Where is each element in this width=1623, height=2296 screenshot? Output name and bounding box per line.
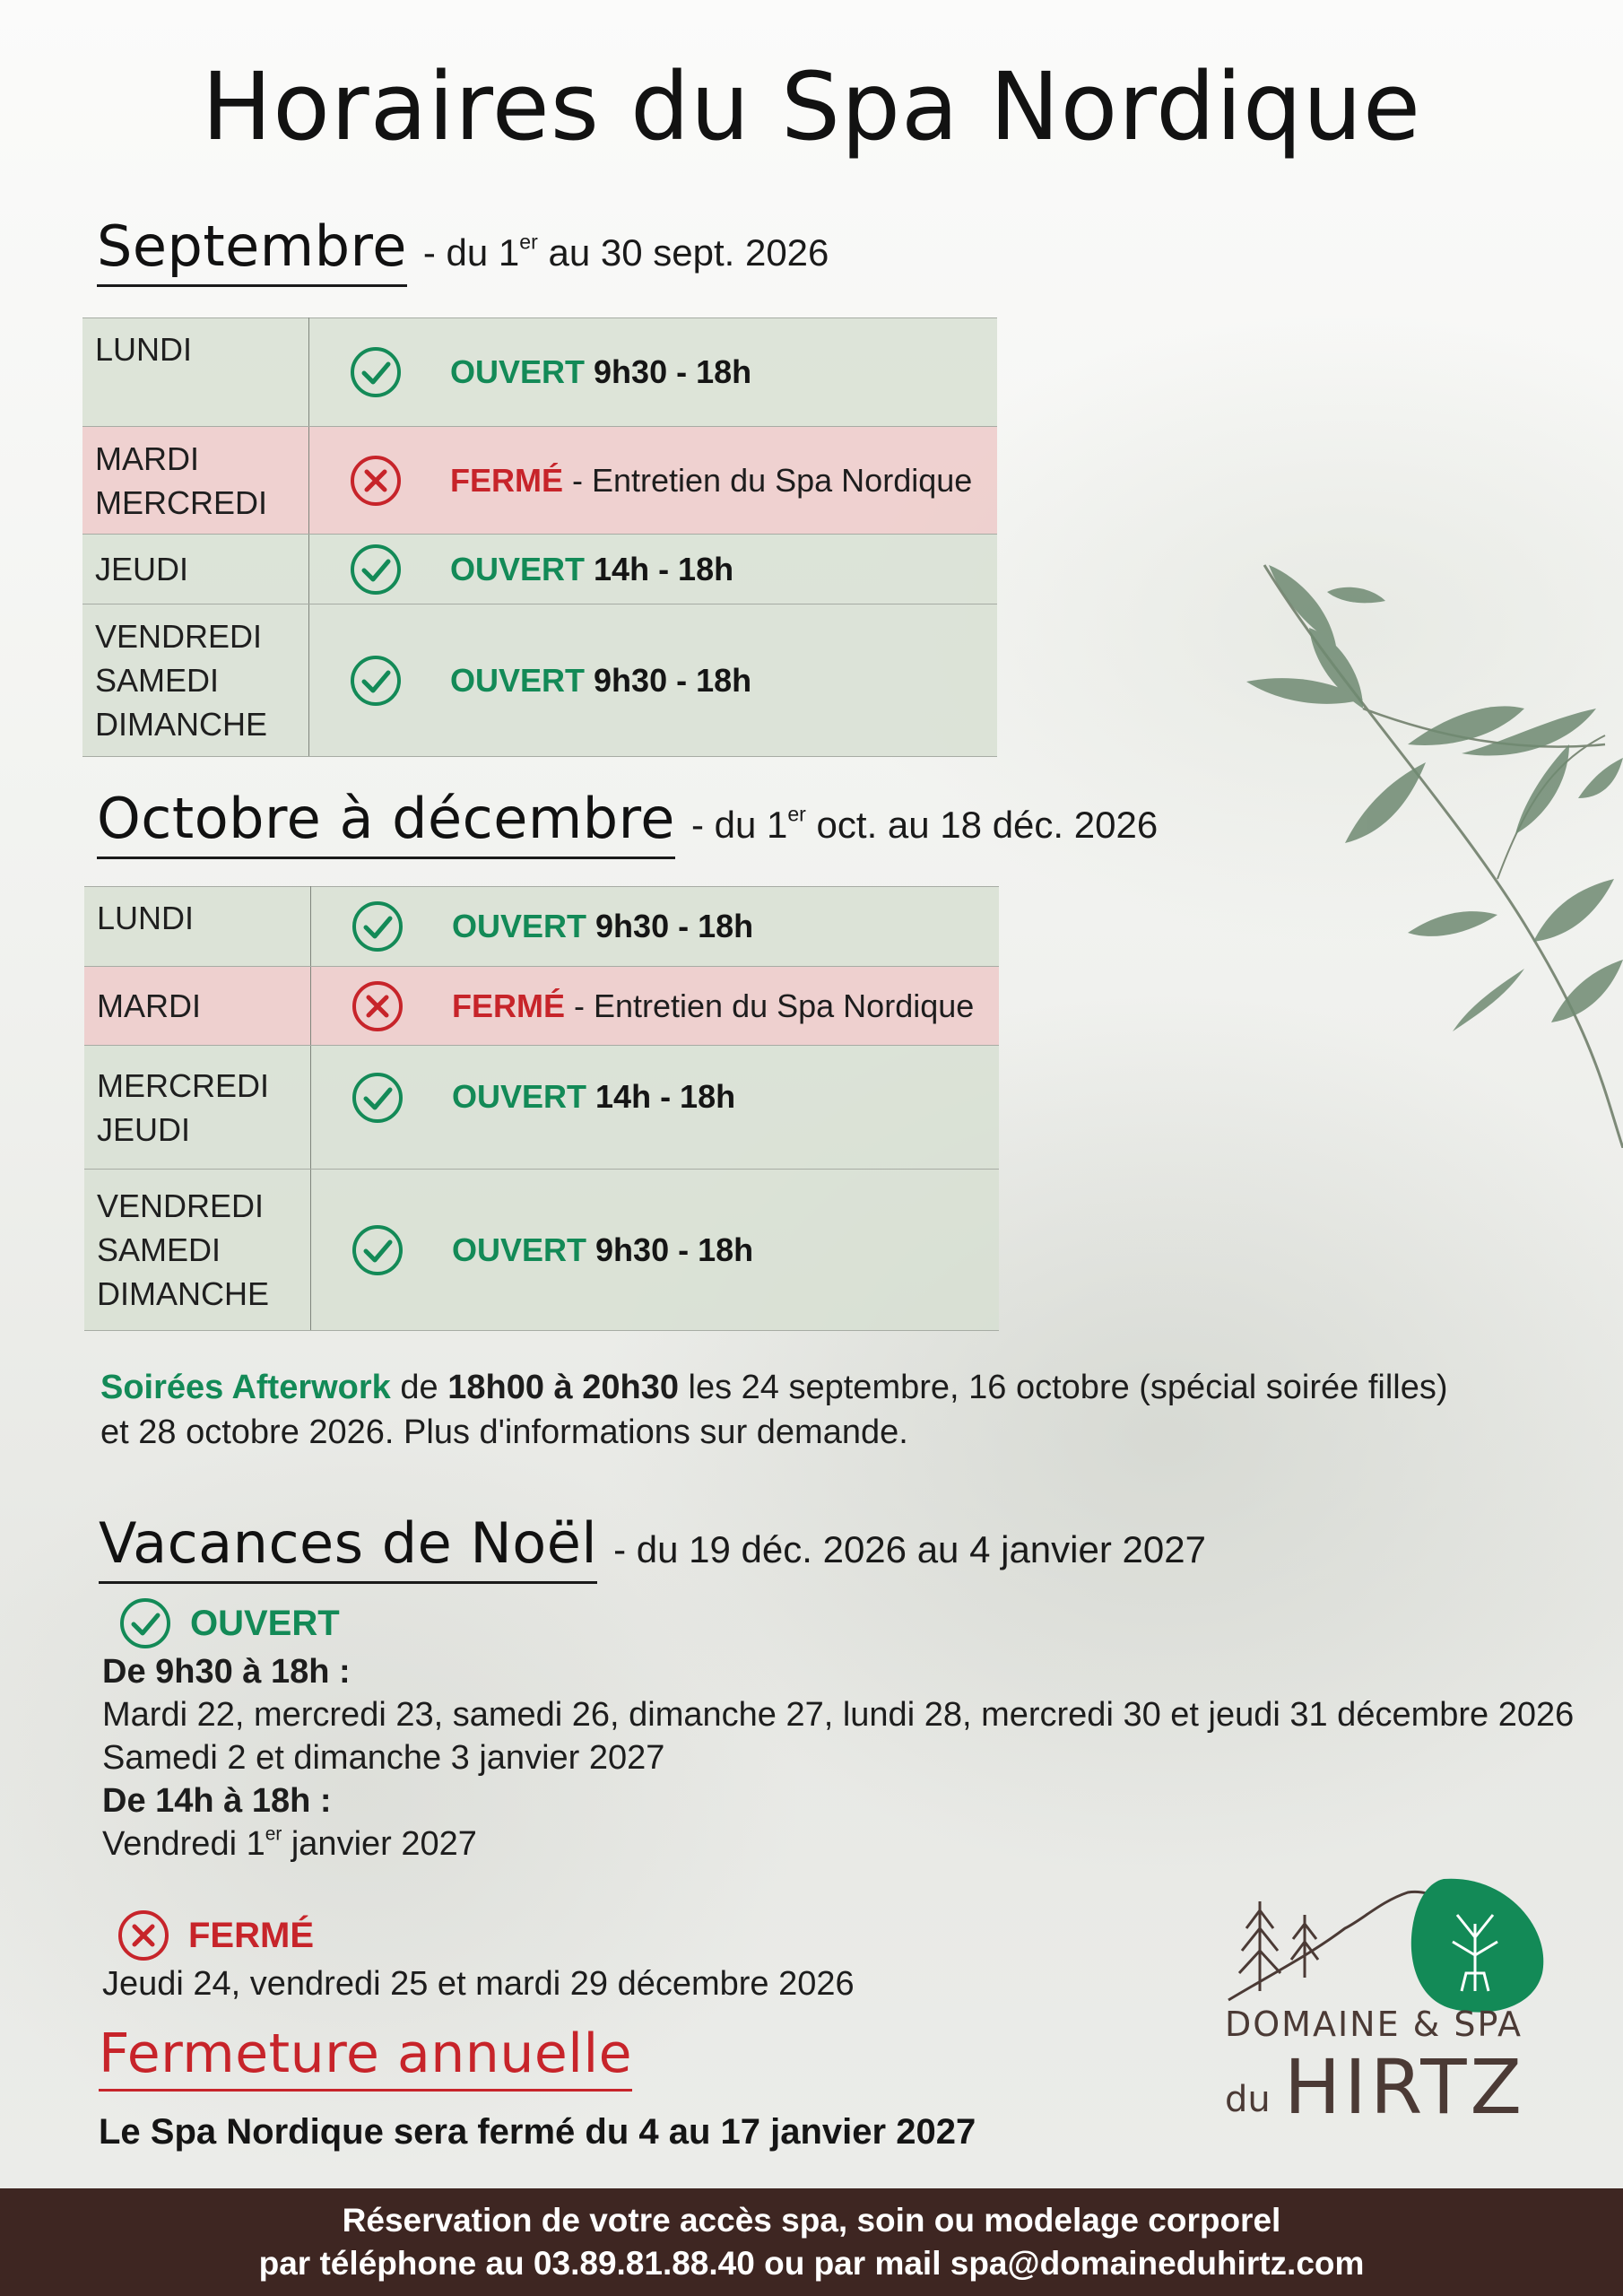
table-row [84,1170,999,1331]
status-cell: OUVERT 14h - 18h [445,1046,999,1170]
status-cell: FERMÉ - Entretien du Spa Nordique [443,427,997,535]
x-circle-icon [117,1909,170,1962]
open-label: OUVERT [190,1604,340,1643]
check-circle-icon [308,318,443,427]
section-date-range: - du 1er au 30 sept. 2026 [422,230,829,274]
afterwork-note: Soirées Afterwork de 18h00 à 20h30 les 24 septembre, 16 octobre (spécial soirée filles) et 28 octobre 2026. Plus d'informations sur demande. [100,1369,1448,1451]
section-header-octobre-decembre [97,786,1158,859]
section-header-noel [99,1510,1206,1584]
day-cell: VENDREDI SAMEDI DIMANCHE [82,604,308,757]
closed-label: FERMÉ [188,1916,314,1955]
status-cell: FERMÉ - Entretien du Spa Nordique [445,967,999,1046]
footer-line: Réservation de votre accès spa, soin ou modelage corporel [342,2202,1281,2239]
logo-text-line1: DOMAINE & SPA [1225,2005,1523,2044]
day-cell: VENDREDI SAMEDI DIMANCHE [84,1170,310,1331]
section-title: Octobre à décembre [97,786,675,859]
section-header-septembre [97,213,829,287]
x-circle-icon [308,427,443,535]
status-cell: OUVERT 14h - 18h [443,535,997,604]
table-row [82,535,997,604]
status-cell: OUVERT 9h30 - 18h [445,887,999,967]
day-cell: MARDI [84,967,310,1046]
schedule-table-octobre-decembre [84,886,999,1331]
schedule-table-septembre [82,317,997,757]
check-circle-icon [308,604,443,757]
footer-contact [0,2188,1623,2296]
logo-text-hirtz: HIRTZ [1284,2043,1526,2131]
day-cell: MERCREDI JEUDI [84,1046,310,1170]
hours-heading: De 9h30 à 18h : [102,1653,351,1691]
status-cell: OUVERT 9h30 - 18h [443,318,997,427]
afterwork-label: Soirées Afterwork [100,1369,391,1406]
leaf-illustration [1228,538,1623,1148]
table-row [82,427,997,535]
status-cell: OUVERT 9h30 - 18h [443,604,997,757]
table-row [84,967,999,1046]
section-title: Septembre [97,213,407,287]
day-cell: LUNDI [82,318,308,427]
table-row [82,318,997,427]
noel-closed-block [102,1909,855,2005]
check-circle-icon [310,887,445,967]
dates-line: Jeudi 24, vendredi 25 et mardi 29 décembre 2026 [102,1965,855,2003]
table-row [84,887,999,967]
noel-open-block [102,1596,1574,1866]
annual-closure-title: Fermeture annuelle [99,2022,632,2092]
check-circle-icon [308,535,443,604]
section-date-range: - du 19 déc. 2026 au 4 janvier 2027 [613,1528,1206,1570]
day-cell: MARDI MERCREDI [82,427,308,535]
check-circle-icon [310,1046,445,1170]
dates-line: Samedi 2 et dimanche 3 janvier 2027 [102,1739,665,1777]
logo-text-du: du [1225,2079,1271,2120]
annual-closure-text: Le Spa Nordique sera fermé du 4 au 17 janvier 2027 [99,2112,976,2152]
table-row [82,604,997,757]
check-circle-icon [310,1170,445,1331]
section-title: Vacances de Noël [99,1510,597,1584]
day-cell: JEUDI [82,535,308,604]
footer-line: par téléphone au 03.89.81.88.40 ou par mail spa@domaineduhirtz.com [258,2245,1365,2282]
hours-heading: De 14h à 18h : [102,1782,332,1820]
day-cell: LUNDI [84,887,310,967]
check-circle-icon [118,1596,172,1650]
x-circle-icon [310,967,445,1046]
page-title: Horaires du Spa Nordique [202,52,1421,161]
section-date-range: - du 1er oct. au 18 déc. 2026 [690,802,1159,846]
status-cell: OUVERT 9h30 - 18h [445,1170,999,1331]
table-row [84,1046,999,1170]
dates-line: Vendredi 1er janvier 2027 [102,1823,477,1863]
dates-line: Mardi 22, mercredi 23, samedi 26, dimanche 27, lundi 28, mercredi 30 et jeudi 31 décembre 2026 [102,1696,1575,1734]
